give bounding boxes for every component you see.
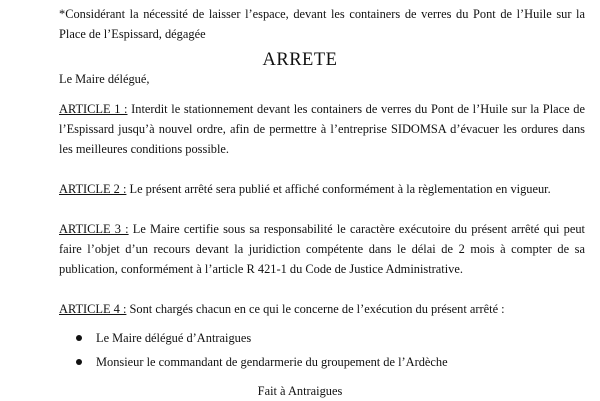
article-3-label: ARTICLE 3 : (59, 222, 129, 236)
bullet-icon (76, 335, 82, 341)
list-item-text: Le Maire délégué d’Antraigues (96, 331, 252, 345)
article-1-text: Interdit le stationnement devant les containers de verres du Pont de l’Huile sur la Place de l’Espissard jusqu’à nouvel ordre, afin de permettre à l’entreprise SIDOMSA d’évacuer les ordures dans les meilleures conditions possible. (59, 102, 585, 156)
article-2 (59, 179, 585, 199)
document-title: ARRETE (262, 50, 338, 70)
article-2-label: ARTICLE 2 : (59, 182, 127, 196)
article-4 (59, 299, 585, 319)
fait-a-line: Fait à Antraigues (257, 384, 343, 398)
list-item (76, 326, 448, 350)
article-3-text: Le Maire certifie sous sa responsabilité le caractère exécutoire du présent arrêté qui peut faire l’objet d’un recours devant la juridiction compétente dans le délai de 2 mois à compter de sa publication, conformément à l’article R 421-1 du Code de Justice Administrative. (59, 222, 585, 276)
list-item (76, 350, 448, 374)
article-3 (59, 219, 585, 279)
considerant-paragraph: *Considérant la nécessité de laisser l’espace, devant les containers de verres du Pont de l’Huile sur la Place de l’Espissard, dégagée (59, 7, 585, 41)
article-1-label: ARTICLE 1 : (59, 102, 128, 116)
bullet-icon (76, 359, 82, 365)
article-2-text: Le présent arrêté sera publié et affiché conformément à la règlementation en vigueur. (126, 182, 551, 196)
article-4-label: ARTICLE 4 : (59, 302, 127, 316)
recipients-list (76, 326, 448, 374)
article-1 (59, 99, 585, 159)
maire-line: Le Maire délégué, (59, 72, 150, 86)
article-4-text: Sont chargés chacun en ce qui le concerne de l’exécution du présent arrêté : (126, 302, 505, 316)
list-item-text: Monsieur le commandant de gendarmerie du groupement de l’Ardèche (96, 355, 448, 369)
